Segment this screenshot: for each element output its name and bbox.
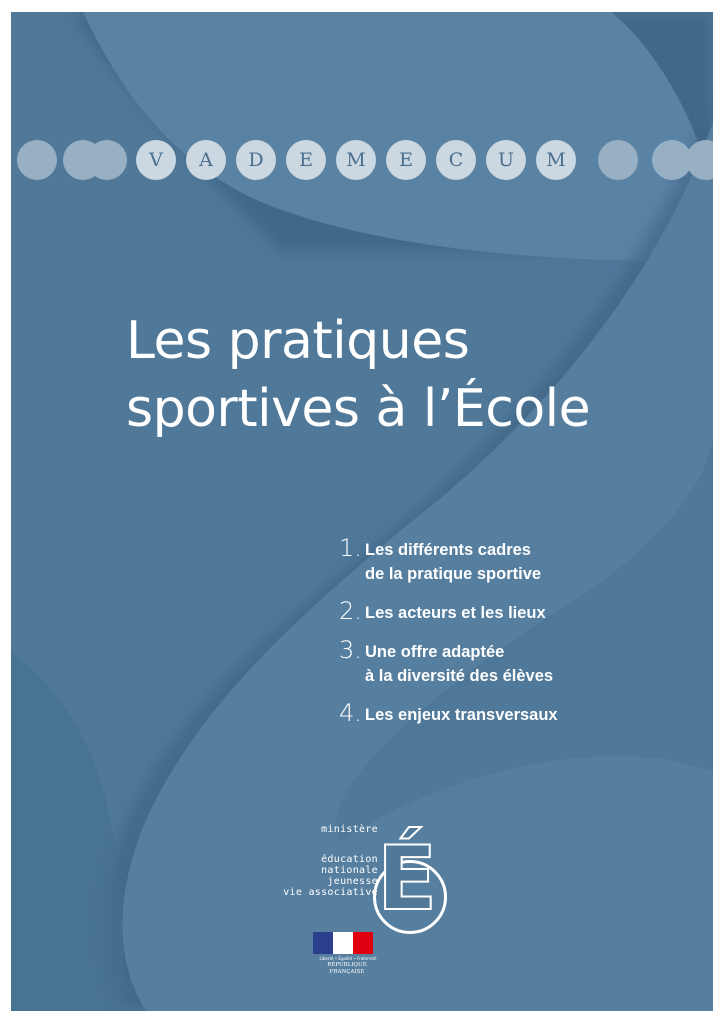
banner-letter: M [336, 140, 376, 180]
document-cover [11, 12, 713, 1011]
toc-text: Les acteurs et les lieux [365, 604, 546, 622]
ministry-logo [273, 820, 448, 980]
republique-name: RÉPUBLIQUE FRANÇAISE [327, 962, 367, 975]
logo-line: nationale [321, 865, 378, 876]
banner-dot [598, 140, 638, 180]
logo-e-icon: É [377, 827, 438, 930]
toc-item [339, 534, 699, 586]
toc-number: 2. [339, 597, 362, 625]
toc-item [339, 699, 699, 727]
toc-number: 1. [339, 534, 362, 562]
republique-motto: Liberté • Égalité • Fraternité [319, 956, 377, 961]
banner-letter: V [136, 140, 176, 180]
banner-letter: U [486, 140, 526, 180]
banner-letter: E [386, 140, 426, 180]
vademecum-banner [11, 140, 713, 182]
republique-flag-icon [313, 932, 373, 954]
banner-letter: A [186, 140, 226, 180]
toc-number: 4. [339, 699, 362, 727]
toc-text: Les différents cadres de la pratique sportive [365, 541, 542, 583]
logo-line: jeunesse [327, 876, 378, 887]
banner-letter: C [436, 140, 476, 180]
toc-text: Les enjeux transversaux [365, 706, 558, 724]
toc-number: 3. [339, 636, 362, 664]
banner-dot [17, 140, 57, 180]
banner-dot [87, 140, 127, 180]
logo-line: éducation [321, 854, 378, 865]
logo-line: vie associative [283, 887, 378, 898]
toc-item [339, 597, 699, 625]
banner-dot [686, 140, 713, 180]
banner-letter: M [536, 140, 576, 180]
title-line-1: Les pratiques [126, 311, 470, 371]
logo-ministere: ministère [321, 824, 378, 835]
banner-letter: D [236, 140, 276, 180]
toc-item [339, 636, 699, 688]
document-title [126, 307, 706, 443]
banner-letter: E [286, 140, 326, 180]
toc-text: Une offre adaptée à la diversité des élèves [365, 643, 554, 685]
title-line-2: sportives à l’École [126, 379, 591, 439]
table-of-contents [339, 534, 699, 742]
